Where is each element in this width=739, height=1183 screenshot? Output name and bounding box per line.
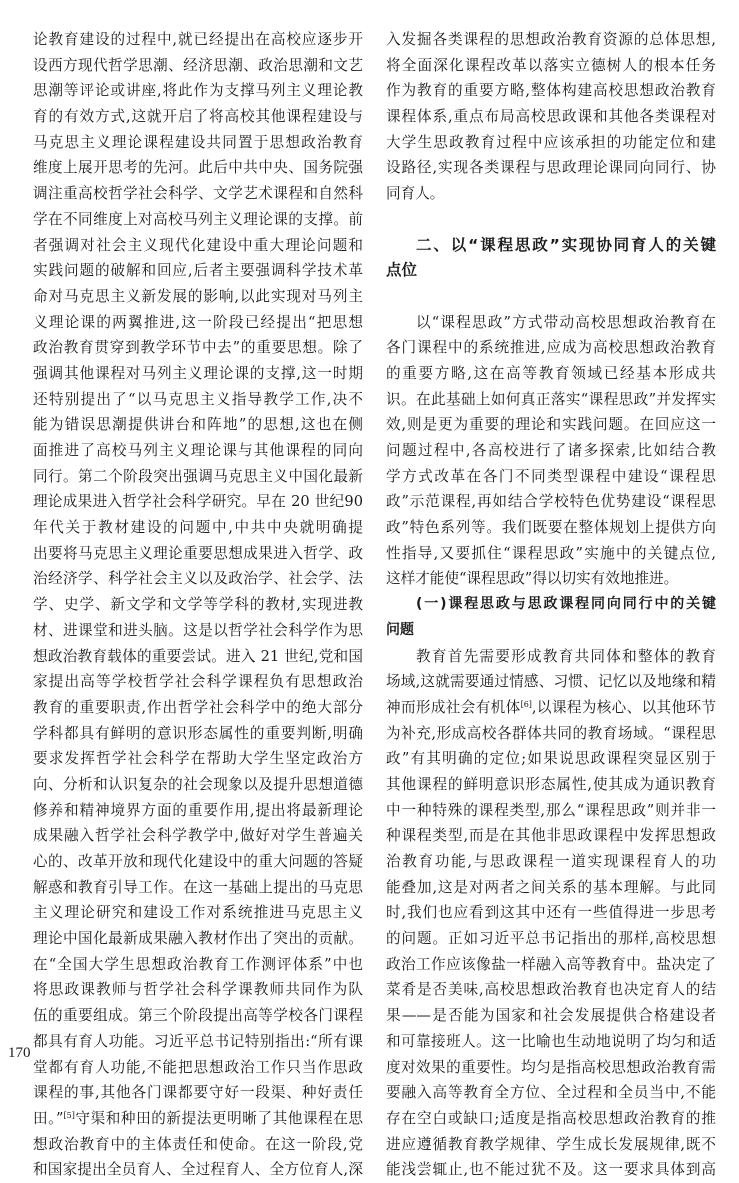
text-line: 调注重高校哲学社会科学、文学艺术课程和自然科	[33, 185, 363, 203]
text-line: 马克思主义理论课程建设共同置于思想政治教育	[33, 133, 363, 151]
text-line: 解惑和教育引导工作。在这一基础上提出的马克思	[33, 878, 363, 896]
text-segment: 神而形成社会有机体	[386, 698, 521, 716]
subsection-heading: 问题	[386, 621, 414, 638]
text-line: 为补充,形成高校各群体共同的教育场域。“课程思	[386, 724, 716, 742]
text-line: 政”有其明确的定位;如果说思政课程突显区别于	[386, 750, 716, 768]
text-line: 课程体系,重点布局高校思政课和其他各类课程对	[386, 108, 716, 126]
spacer	[386, 284, 716, 310]
text-line: 在“全国大学生思想政治教育工作测评体系”中也	[33, 955, 363, 973]
text-line: 将全面深化课程改革以落实立德树人的根本任务	[386, 56, 716, 74]
text-line: 学、史学、新文学和文学等学科的教材,实现进教	[33, 596, 363, 614]
text-line: 义理论课的两翼推进,这一阶段已经提出“把思想	[33, 313, 363, 331]
text-line: 和国家提出全员育人、全过程育人、全方位育人,深	[33, 1161, 363, 1179]
text-line: 将思政课教师与哲学社会科学课教师共同作为队	[33, 981, 363, 999]
subsection-heading: (一)课程思政与思政课程同向同行中的关键	[416, 596, 716, 613]
text-line: 伍的重要组成。第三个阶段提出高等学校各门课程	[33, 1007, 363, 1025]
text-line: 的问题。正如习近平总书记指出的那样,高校思想	[386, 930, 716, 948]
text-line: 政”示范课程,再如结合学校特色优势建设“课程思	[386, 493, 716, 511]
text-line	[386, 695, 716, 721]
text-line: 思潮等评论或讲座,将此作为支撑马列主义理论教	[33, 82, 363, 100]
text-segment: 守渠和种田的新提法更明晰了其他课程在思	[74, 1109, 363, 1127]
right-column	[386, 27, 716, 1183]
text-line: 想政治教育中的主体责任和使命。在这一阶段,党	[33, 1135, 363, 1153]
text-line: 理论成果进入哲学社会科学研究。早在 20 世纪90	[33, 493, 363, 511]
text-line: 大学生思政教育过程中应该承担的功能定位和建	[386, 133, 716, 151]
text-line: 命对马克思主义新发展的影响,以此实现对马列主	[33, 287, 363, 305]
text-line: 成果融入哲学社会科学教学中,做好对学生普遍关	[33, 827, 363, 845]
text-line: 实践问题的破解和回应,后者主要强调科学技术革	[33, 262, 363, 280]
text-line: 进应遵循教育教学规律、学生成长发展规律,既不	[386, 1135, 716, 1153]
text-line: 入发掘各类课程的思想政治教育资源的总体思想,	[386, 31, 716, 48]
text-line: 中一种特殊的课程类型,那么“课程思政”则并非一	[386, 801, 716, 819]
text-line: 同行。第二个阶段突出强调马克思主义中国化最新	[33, 467, 363, 485]
text-line: 主义理论研究和建设工作对系统推进马克思主义	[33, 904, 363, 922]
text-line: 还特别提出了“以马克思主义指导教学工作,决不	[33, 390, 363, 408]
text-line: 度对效果的重要性。均匀是指高校思想政治教育需	[386, 1058, 716, 1076]
text-line: 维度上展开思考的先河。此后中共中央、国务院强	[33, 159, 363, 177]
text-line: 教育首先需要形成教育共同体和整体的教育	[416, 647, 716, 665]
text-line: 政”特色系列等。我们既要在整体规划上提供方向	[386, 519, 716, 537]
text-line: 治教育功能,与思政课程一道实现课程育人的功	[386, 853, 716, 870]
left-column	[33, 27, 363, 1183]
text-line: 教育的重要职责,作出哲学社会科学中的绝大部分	[33, 698, 363, 716]
text-line: 果——是否能为国家和社会发展提供合格建设者	[386, 1007, 716, 1025]
text-line: 政治工作应该像盐一样融入高等教育中。盐决定了	[386, 955, 716, 973]
text-line: 论教育建设的过程中,就已经提出在高校应逐步开	[33, 31, 363, 48]
text-line: 作为教育的重要方略,整体构建高校思想政治教育	[386, 82, 716, 100]
text-line: 者强调对社会主义现代化建设中重大理论问题和	[33, 236, 363, 254]
text-line: 各门课程中的系统推进,应成为高校思想政治教育	[386, 339, 716, 357]
text-line: 要求发挥哲学社会科学在帮助大学生坚定政治方	[33, 750, 363, 768]
text-line: 学在不同维度上对高校马列主义理论课的支撑。前	[33, 210, 363, 228]
text-line: 面推进了高校马列主义理论课与其他课程的同向	[33, 442, 363, 459]
text-segment: 田。”	[33, 1109, 64, 1127]
text-line: 要融入高等教育全方位、全过程和全员当中,不能	[386, 1084, 716, 1102]
page-number: 170	[8, 1045, 31, 1061]
text-line: 学方式改革在各门不同类型课程中建设“课程思	[386, 467, 716, 485]
text-line: 同育人。	[386, 185, 445, 203]
spacer	[386, 207, 716, 233]
text-line: 想政治教育载体的重要尝试。进入 21 世纪,党和国	[33, 647, 363, 665]
text-line: 和可靠接班人。这一比喻也生动地说明了均匀和适	[386, 1032, 716, 1050]
text-line: 心的、改革开放和现代化建设中的重大问题的答疑	[33, 853, 363, 870]
text-line: 材、进课堂和进头脑。这是以哲学社会科学作为思	[33, 621, 363, 639]
text-line: 政治教育贯穿到教学环节中去”的重要思想。除了	[33, 339, 363, 357]
text-line: 其他课程的鲜明意识形态属性,使其成为通识教育	[386, 775, 716, 793]
text-line: 治经济学、科学社会主义以及政治学、社会学、法	[33, 570, 363, 588]
text-line: 效,则是更为重要的理论和实践问题。在回应这一	[386, 416, 716, 434]
text-line: 的重要方略,这在高等教育领域已经基本形成共	[386, 364, 716, 382]
text-line: 能浅尝辄止,也不能过犹不及。这一要求具体到高	[386, 1161, 716, 1179]
text-line: 性指导,又要抓住“课程思政”实施中的关键点位,	[386, 544, 716, 562]
text-line: 能叠加,这是对两者之间关系的基本理解。与此同	[386, 878, 716, 896]
text-line: 课程的事,其他各门课都要守好一段渠、种好责任	[33, 1084, 363, 1102]
text-line: 场域,这就需要通过情感、习惯、记忆以及地缘和精	[386, 673, 716, 691]
text-line: 种课程类型,而是在其他非思政课程中发挥思想政	[386, 827, 716, 845]
text-line: 都具有育人功能。习近平总书记特别指出:“所有课	[33, 1032, 363, 1050]
text-line: 设路径,实现各类课程与思政理论课同向同行、协	[386, 159, 716, 177]
citation-reference: [6]	[520, 699, 532, 709]
citation-reference: [5]	[63, 1110, 75, 1120]
text-line: 以“课程思政”方式带动高校思想政治教育在	[416, 313, 716, 331]
text-line: 这样才能使“课程思政”得以切实有效地推进。	[386, 570, 679, 588]
text-line: 强调其他课程对马列主义理论课的支撑,这一时期	[33, 364, 363, 382]
text-line: 学科都具有鲜明的意识形态属性的重要判断,明确	[33, 724, 363, 742]
text-line	[33, 1106, 363, 1132]
text-line: 理论中国化最新成果融入教材作出了突出的贡献。	[33, 930, 363, 948]
text-line: 菜肴是否美味,高校思想政治教育也决定育人的结	[386, 981, 716, 999]
text-line: 育的有效方式,这就开启了将高校其他课程建设与	[33, 108, 363, 126]
text-line: 向、分析和认识复杂的社会现象以及提升思想道德	[33, 775, 363, 793]
section-heading: 二、以“课程思政”实现协同育人的关键	[416, 235, 716, 254]
text-line: 时,我们也应看到这其中还有一些值得进一步思考	[386, 904, 716, 922]
text-line: 存在空白或缺口;适度是指高校思想政治教育的推	[386, 1109, 716, 1127]
text-line: 年代关于教材建设的问题中,中共中央就明确提	[33, 519, 363, 537]
text-line: 问题过程中,各高校进行了诸多探索,比如结合教	[386, 442, 716, 459]
text-segment: ,以课程为核心、以其他环节	[531, 698, 716, 716]
text-line: 堂都有育人功能,不能把思想政治工作只当作思政	[33, 1058, 363, 1076]
text-line: 家提出高等学校哲学社会科学课程负有思想政治	[33, 673, 363, 691]
text-line: 修养和精神境界方面的重要作用,提出将最新理论	[33, 801, 363, 819]
text-line: 能为错误思潮提供讲台和阵地”的思想,这也在侧	[33, 416, 363, 434]
text-line: 设西方现代哲学思潮、经济思潮、政治思潮和文艺	[33, 56, 363, 74]
text-line: 识。在此基础上如何真正落实“课程思政”并发挥实	[386, 390, 716, 408]
text-line: 出要将马克思主义理论重要思想成果进入哲学、政	[33, 544, 363, 562]
section-heading: 点位	[386, 261, 418, 280]
